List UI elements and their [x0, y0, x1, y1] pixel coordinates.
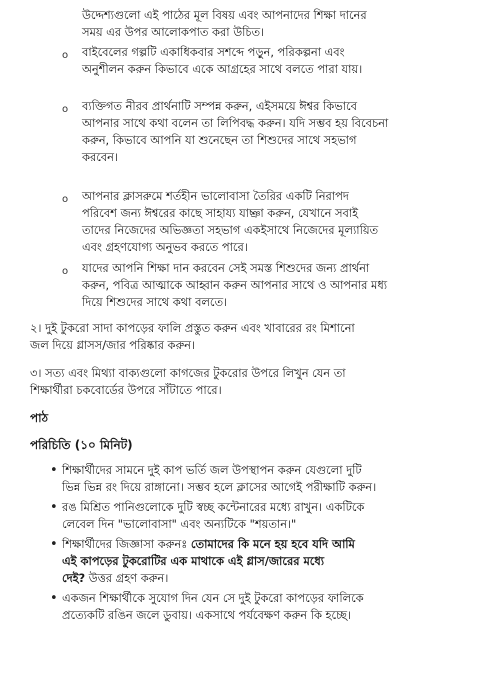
- body-text: ব্যক্তিগত নীরব প্রার্থনাটি সম্পন্ন করুন, এইসময়ে ঈশ্বর কিভাবে: [82, 99, 357, 113]
- body-text: প্রত্যেকটি রঙিন জলে ডুবায়। একসাথে পর্যবেক্ষণ করুন কি হচ্ছে।: [62, 608, 351, 622]
- body-text: অনুশীলন করুন কিভাবে একে আগ্রহের সাথে বলতে পারা যায়।: [82, 62, 363, 76]
- body-text: সময় এর উপর আলোকপাত করা উচিত।: [82, 25, 265, 39]
- body-text: আপনার সাথে কথা বলেন তা লিপিবদ্ধ করুন। যদি সম্ভব হয় বিবেচনা: [82, 116, 389, 130]
- body-text: লেবেল দিন "ভালোবাসা" এবং অন্যটিকে "শয়তান।": [62, 517, 297, 531]
- bullet-dot-icon: •: [50, 537, 58, 552]
- numbered-item: শিক্ষার্থীরা চকবোর্ডের উপরে সাঁটাতে পারে।: [30, 383, 222, 397]
- body-text: পরিবেশ জন্য ঈশ্বরের কাছে সাহায্য যাচ্ঞা করুন, যেখানে সবাই: [82, 206, 359, 220]
- question-text: দেই?: [62, 571, 86, 585]
- body-text: উদ্দেশ্যগুলো এই পাঠের মূল বিষয় এবং আপনাদের শিক্ষা দানের: [82, 8, 367, 22]
- bullet-dot-icon: •: [50, 591, 58, 606]
- body-text: করুন, পবিত্র আত্মাকে আহ্বান করুন আপনার সাথে ও আপনার মধ্য: [82, 278, 388, 292]
- question-text: তোমাদের কি মনে হয় হবে যদি আমি: [190, 537, 355, 551]
- body-text: এবং গ্রহণযোগ্য অনুভব করতে পারে।: [82, 240, 248, 254]
- numbered-item: ২। দুই টুকরো সাদা কাপড়ের ফালি প্রস্তুত করুন এবং খাবারের রং মিশানো: [30, 321, 355, 335]
- body-text: শিক্ষার্থীদের সামনে দুই কাপ ভর্তি জল উপস্থাপন করুন যেগুলো দুটি: [62, 463, 362, 477]
- subsection-title: পরিচিতি (১০ মিনিট): [30, 438, 133, 452]
- body-text: করুন, কিভাবে আপনি যা শুনেছেন তা শিশুদের সাথে সহভাগ: [82, 133, 357, 147]
- body-text: বাইবেলের গল্পটি একাধিকবার সশব্দে পড়ুন, পরিকল্পনা এবং: [82, 45, 345, 59]
- body-text: ভিন্ন ভিন্ন রং দিয়ে রাঙ্গানো। সম্ভব হলে ক্লাসের আগেই পরীক্ষাটি করুন।: [62, 480, 377, 494]
- instruction-text: উত্তর গ্রহণ করুন।: [85, 571, 169, 585]
- circle-bullet-icon: o: [62, 266, 69, 277]
- prompt-text: শিক্ষার্থীদের জিজ্ঞাসা করুনঃ: [62, 537, 191, 551]
- numbered-item: জল দিয়ে গ্লাসস/জার পরিষ্কার করুন।: [30, 338, 196, 352]
- bullet-dot-icon: •: [50, 463, 58, 478]
- body-text: [62, 536, 355, 554]
- body-text: আপনার ক্লাসরুমে শর্তহীন ভালোবাসা তৈরির একটি নিরাপদ: [82, 189, 349, 203]
- section-title: পাঠ: [30, 411, 49, 425]
- body-text: রঙ মিশ্রিত পানিগুলোকে দুটি স্বচ্ছ কন্টেনারের মধ্যে রাখুন। একটিকে: [62, 500, 365, 514]
- circle-bullet-icon: o: [62, 194, 69, 205]
- question-text: এই কাপড়ের টুকরোটির এক মাথাকে এই গ্লাস/জারের মধ্যে: [62, 554, 325, 568]
- body-text: একজন শিক্ষার্থীকে সুযোগ দিন যেন সে দুই টুকরো কাপড়ের ফালিকে: [62, 591, 364, 605]
- body-text: দিয়ে শিশুদের সাথে কথা বলতে।: [82, 295, 228, 309]
- body-text: করবেন।: [82, 150, 119, 164]
- circle-bullet-icon: o: [62, 50, 69, 61]
- body-text: [62, 570, 168, 588]
- bullet-dot-icon: •: [50, 500, 58, 515]
- numbered-item: ৩। সত্য এবং মিথ্যা বাক্যগুলো কাগজের টুকরোর উপরে লিখুন যেন তা: [30, 366, 346, 380]
- circle-bullet-icon: o: [62, 104, 69, 115]
- body-text: তাদের নিজেদের অভিজ্ঞতা সহভাগ একইসাথে নিজেদের মূল্যায়িত: [82, 223, 379, 237]
- body-text: যাদের আপনি শিক্ষা দান করবেন সেই সমস্ত শিশুদের জন্য প্রার্থনা: [82, 261, 370, 275]
